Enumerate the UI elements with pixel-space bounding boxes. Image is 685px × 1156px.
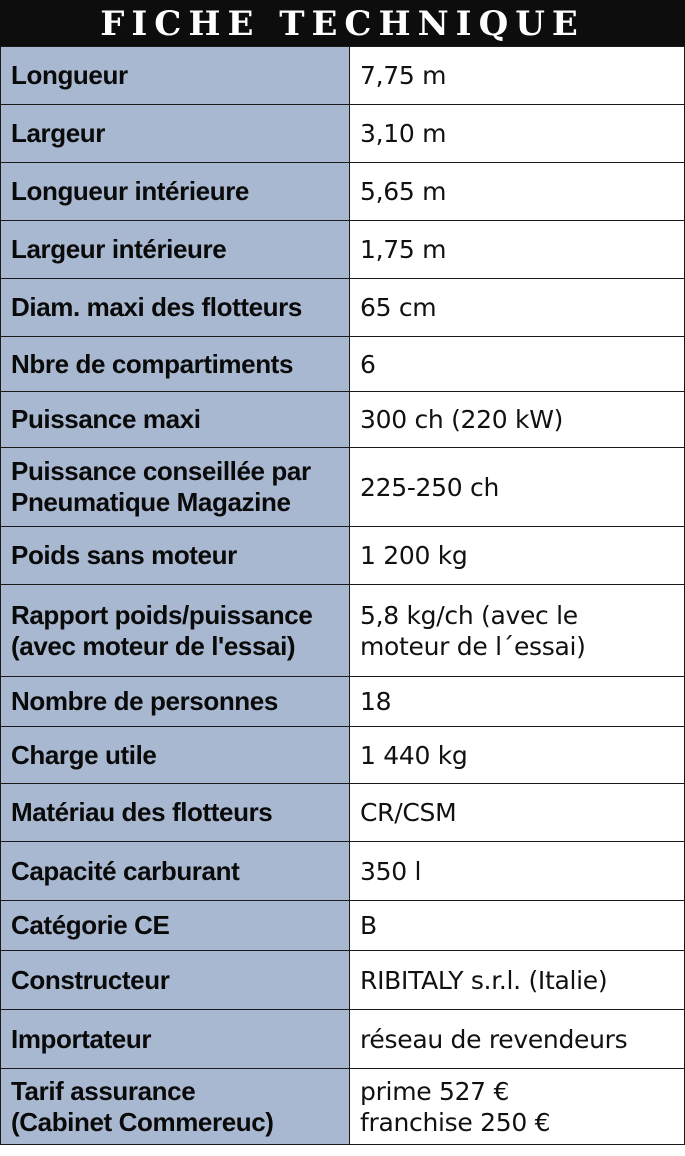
table-row bbox=[1, 105, 685, 163]
row-value: 7,75 m bbox=[350, 47, 685, 105]
table-row bbox=[1, 677, 685, 727]
row-value: 6 bbox=[350, 337, 685, 392]
row-label: Constructeur bbox=[1, 951, 350, 1010]
table-row bbox=[1, 585, 685, 677]
row-value: RIBITALY s.r.l. (Italie) bbox=[350, 951, 685, 1010]
row-value: 1,75 m bbox=[350, 221, 685, 279]
row-value: 350 l bbox=[350, 842, 685, 901]
table-row bbox=[1, 337, 685, 392]
row-value: prime 527 € franchise 250 € bbox=[350, 1069, 685, 1145]
spec-table bbox=[0, 46, 685, 1145]
table-row bbox=[1, 221, 685, 279]
row-label: Diam. maxi des flotteurs bbox=[1, 279, 350, 337]
table-row bbox=[1, 47, 685, 105]
row-value: 1 200 kg bbox=[350, 527, 685, 585]
row-value: réseau de revendeurs bbox=[350, 1010, 685, 1069]
table-row bbox=[1, 1069, 685, 1145]
row-value: 225-250 ch bbox=[350, 448, 685, 527]
row-value: 5,8 kg/ch (avec le moteur de l´essai) bbox=[350, 585, 685, 677]
row-label: Catégorie CE bbox=[1, 901, 350, 951]
row-value: 3,10 m bbox=[350, 105, 685, 163]
row-label: Capacité carburant bbox=[1, 842, 350, 901]
table-row bbox=[1, 727, 685, 784]
table-row bbox=[1, 951, 685, 1010]
row-label: Nbre de compartiments bbox=[1, 337, 350, 392]
row-label: Longueur bbox=[1, 47, 350, 105]
row-label: Poids sans moteur bbox=[1, 527, 350, 585]
row-value: CR/CSM bbox=[350, 784, 685, 842]
row-value: B bbox=[350, 901, 685, 951]
row-value: 1 440 kg bbox=[350, 727, 685, 784]
table-row bbox=[1, 448, 685, 527]
row-label: Puissance maxi bbox=[1, 392, 350, 448]
row-value: 18 bbox=[350, 677, 685, 727]
row-label: Matériau des flotteurs bbox=[1, 784, 350, 842]
row-label: Nombre de personnes bbox=[1, 677, 350, 727]
table-row bbox=[1, 392, 685, 448]
row-label: Longueur intérieure bbox=[1, 163, 350, 221]
row-label: Largeur bbox=[1, 105, 350, 163]
table-row bbox=[1, 1010, 685, 1069]
row-value: 300 ch (220 kW) bbox=[350, 392, 685, 448]
table-row bbox=[1, 163, 685, 221]
row-label: Puissance conseillée par Pneumatique Magazine bbox=[1, 448, 350, 527]
table-row bbox=[1, 901, 685, 951]
row-label: Charge utile bbox=[1, 727, 350, 784]
row-label: Rapport poids/puissance (avec moteur de l'essai) bbox=[1, 585, 350, 677]
row-label: Tarif assurance (Cabinet Commereuc) bbox=[1, 1069, 350, 1145]
table-row bbox=[1, 527, 685, 585]
row-value: 5,65 m bbox=[350, 163, 685, 221]
row-value: 65 cm bbox=[350, 279, 685, 337]
sheet-title: FICHE TECHNIQUE bbox=[0, 0, 685, 46]
row-label: Importateur bbox=[1, 1010, 350, 1069]
table-row bbox=[1, 279, 685, 337]
table-row bbox=[1, 842, 685, 901]
row-label: Largeur intérieure bbox=[1, 221, 350, 279]
table-row bbox=[1, 784, 685, 842]
